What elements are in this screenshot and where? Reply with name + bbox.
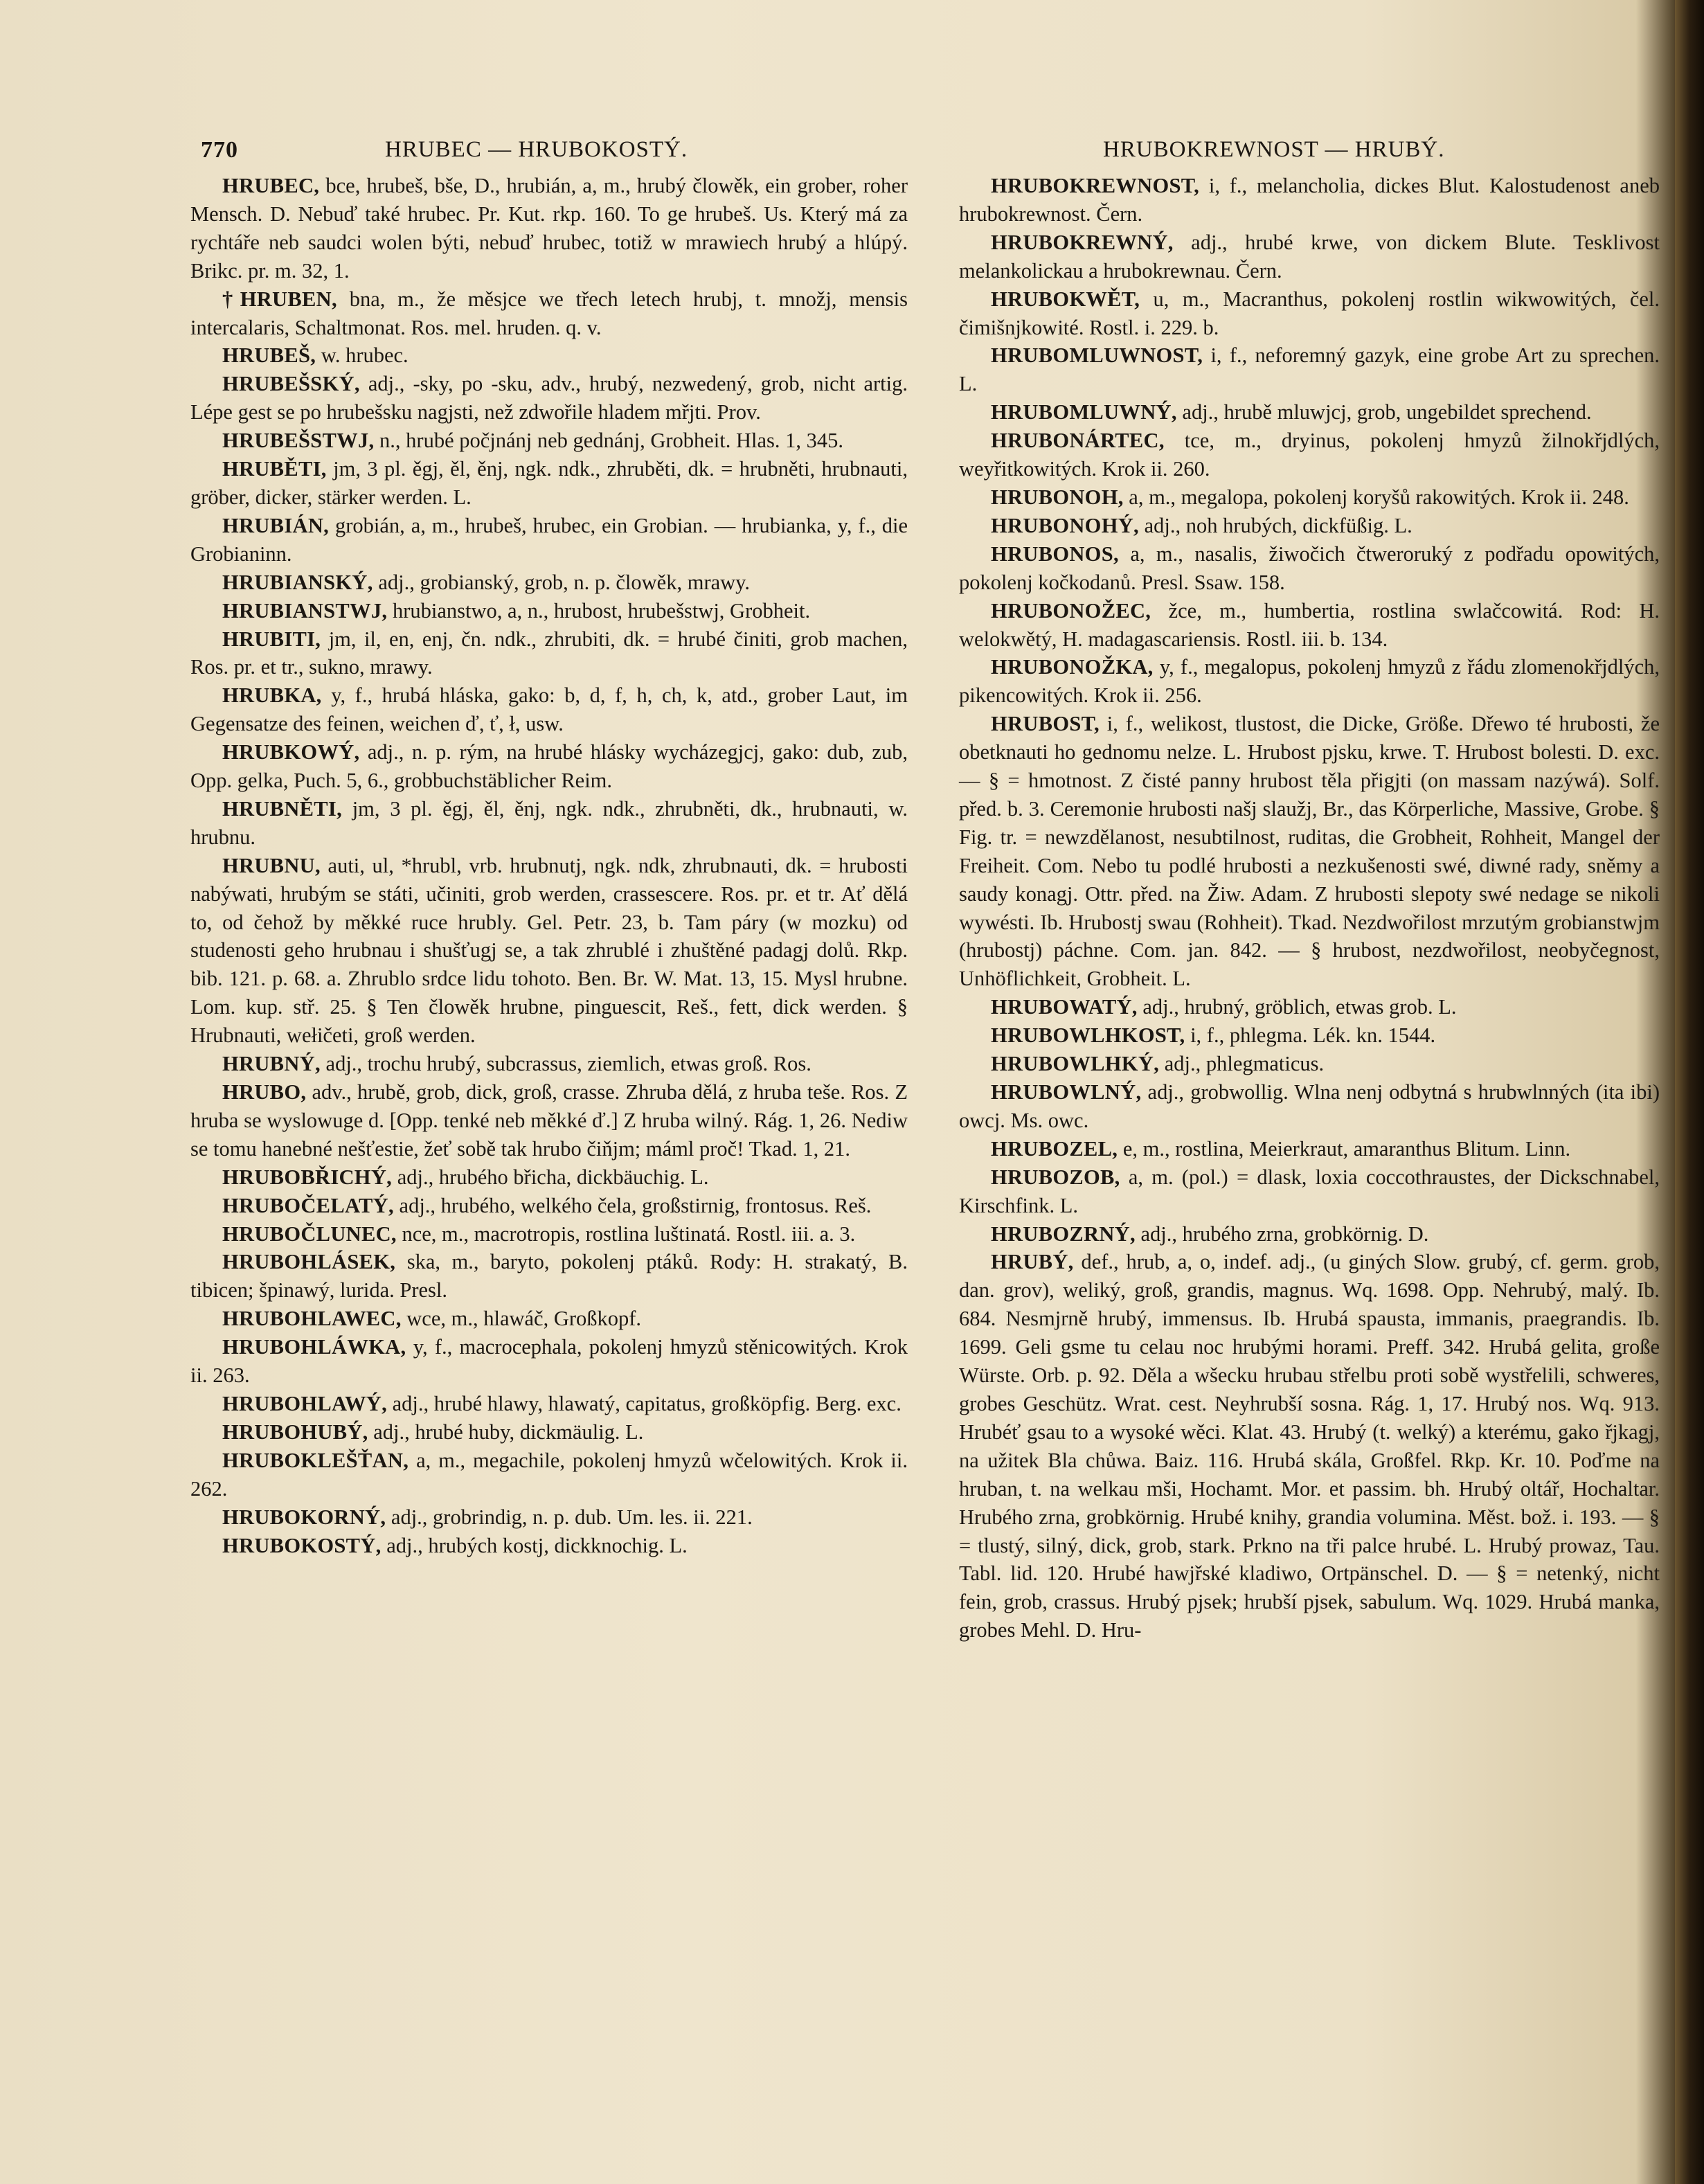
entry-text: adj., hrubých kostj, dickknochig. L. [386, 1533, 688, 1557]
entry-text: adj., n. p. rým, na hrubé hlásky wycházegjcj, gako: dub, zub, Opp. gelka, Puch. 5, 6., grobbuchstäblicher Reim. [190, 740, 908, 793]
headword: HRUBOWATÝ, [991, 995, 1138, 1019]
entry-hrubobrichy [190, 1163, 908, 1192]
headword: HRUBOKREWNOST, [991, 174, 1200, 197]
entry-text: adj., hrubé huby, dickmäulig. L. [373, 1420, 644, 1444]
entry-hrubokosty [190, 1532, 908, 1560]
entry-text: jm, 3 pl. ěgj, ěl, ěnj, ngk. ndk., zhruběti, dk. = hrubněti, hrubnauti, gröber, dicker, stärker werden. L. [190, 457, 908, 509]
entry-hrubessky [190, 370, 908, 427]
entry-hrubowlhkost [959, 1021, 1660, 1050]
entry-text: hrubianstwo, a, n., hrubost, hrubešstwj, Grobheit. [392, 598, 811, 623]
headword: HRUBOHLAWEC, [222, 1307, 402, 1331]
entry-text: i, f., welikost, tlustost, die Dicke, Größe. Dřewo té hrubosti, že obetknauti ho gednomu nelze. L. Hrubost pjsku, krwe. T. Hrubost bolesti. D. exc. — § = hmotnost. Z čisté panny hrubost těla přigjti (on massam nazýwá). Solf. před. b. 3. Ceremonie hrubosti našj slaužj, Br., das Körperliche, Massive, Grobe. § Fig. tr. = newzdělanost, nesubtilnost, ruditas, die Grobheit, Rohheit, Mangel der Freiheit. Com. Nebo tu podlé hrubosti a nezkušenosti swé, diwné rady, sněmy a saudy konagj. Ottr. před. na Žiw. Adam. Z hrubosti slepoty swé nedage se nikoli wywésti. Ib. Hrubostj swau (Rohheit). Tkad. Nezdwořilost mrzutým grobianstwjm (hrubostj) páchne. Com. jan. 842. — § hrubost, nezdwořilost, neobyčegnost, Unhöflichkeit, Grobheit. L. [959, 712, 1660, 991]
headword: HRUBEŠSTWJ, [222, 429, 375, 453]
entry-text: bce, hrubeš, bše, D., hrubián, a, m., hrubý člowěk, ein grober, roher Mensch. D. Nebuď také hrubec. Pr. Kut. rkp. 160. To ge hrubeš. Us. Který má za rychtáře neb saudci wolen býti, nebuď hrubec, totiž w mrawiech hrubý a hlúpý. Brikc. pr. m. 32, 1. [190, 174, 908, 283]
headword: HRUBOWLHKÝ, [991, 1052, 1160, 1076]
entry-text: n., hrubé počjnánj neb gednánj, Grobheit. Hlas. 1, 345. [379, 429, 844, 453]
headword: †HRUBEN, [222, 287, 337, 311]
entry-text: y, f., macrocephala, pokolenj hmyzů stěnicowitých. Krok ii. 263. [190, 1335, 908, 1388]
headword: HRUBONOS, [991, 541, 1119, 566]
entry-text: i, f., neforemný gazyk, eine grobe Art zu sprechen. L. [959, 343, 1660, 396]
headword: HRUBIANSTWJ, [222, 598, 388, 623]
entry-hrubonos [959, 540, 1660, 597]
entry-text: w. hrubec. [321, 343, 409, 368]
entry-hrubonohy [959, 512, 1660, 540]
entry-hrubozob [959, 1163, 1660, 1220]
headword: HRUBĚTI, [222, 457, 327, 481]
headword: HRUBOKWĚT, [991, 287, 1140, 311]
entry-text: adj., grobrindig, n. p. dub. Um. les. ii. 221. [391, 1505, 753, 1529]
headword: HRUBEŠ, [222, 343, 316, 368]
headword: HRUBOZEL, [991, 1136, 1118, 1161]
headword: HRUBOHLAWÝ, [222, 1391, 388, 1415]
entry-text: adj., -sky, po -sku, adv., hrubý, nezwedený, grob, nicht artig. Lépe gest se po hrubešsku nagjsti, než zdwořile hladem mřjti. Prov. [190, 372, 908, 424]
headword: HRUBITI, [222, 627, 321, 651]
entry-text: y, f., megalopus, pokolenj hmyzů z řádu zlomenokřjdlých, pikencowitých. Krok ii. 256. [959, 655, 1660, 708]
entry-hrubowlhky [959, 1050, 1660, 1078]
entry-hrubonoh [959, 483, 1660, 512]
entry-hrubiti [190, 625, 908, 682]
headword: HRUBONÁRTEC, [991, 429, 1165, 453]
headword: HRUBOHLÁSEK, [222, 1250, 396, 1274]
headword: HRUBOČLUNEC, [222, 1221, 397, 1246]
entry-text: wce, m., hlawáč, Großkopf. [406, 1307, 642, 1331]
entry-text: i, f., phlegma. Lék. kn. 1544. [1190, 1023, 1436, 1048]
headword: HRUBONOŽEC, [991, 598, 1151, 623]
entry-text: e, m., rostlina, Meierkraut, amaranthus Blitum. Linn. [1122, 1136, 1571, 1161]
headword: HRUBOWLHKOST, [991, 1023, 1185, 1048]
headword: HRUBOKLEŠŤAN, [222, 1448, 409, 1472]
entry-hrubkowy [190, 738, 908, 795]
entry-text: adj., grobianský, grob, n. p. člowěk, mrawy. [378, 570, 751, 594]
entry-text: adj., hrubný, gröblich, etwas grob. L. [1142, 995, 1457, 1019]
entry-hrubocelaty [190, 1192, 908, 1220]
entry-hrubokorny [190, 1503, 908, 1532]
entry-hruboclunec [190, 1220, 908, 1248]
entry-hrubost [959, 710, 1660, 993]
entry-hrubec [190, 172, 908, 285]
entry-hrubny [190, 1050, 908, 1078]
entry-text: adj., hrubého zrna, grobkörnig. D. [1140, 1221, 1429, 1246]
headword: HRUBONOH, [991, 485, 1124, 509]
book-binding-edge [1675, 0, 1704, 2184]
entry-hrubonartec [959, 427, 1660, 483]
headword: HRUBOST, [991, 712, 1100, 736]
headword: HRUBKA, [222, 683, 322, 708]
running-head-right: HRUBOKREWNOST — HRUBÝ. [1103, 137, 1445, 162]
entry-text: adj., noh hrubých, dickfüßig. L. [1144, 513, 1412, 537]
headword: HRUBOBŘICHÝ, [222, 1165, 393, 1189]
entry-text: ska, m., baryto, pokolenj ptáků. Rody: H. strakatý, B. tibicen; špinawý, lurida. Presl. [190, 1250, 908, 1303]
entry-text: grobián, a, m., hrubeš, hrubec, ein Grobian. — hrubianka, y, f., die Grobianinn. [190, 513, 908, 566]
entry-text: a, m. (pol.) = dlask, loxia coccothraustes, der Dickschnabel, Kirschfink. L. [959, 1165, 1660, 1217]
entry-hrubowaty [959, 993, 1660, 1021]
entry-hrubonozec [959, 597, 1660, 654]
entry-text: adj., grobwollig. Wlna nenj odbytná s hrubwlnných (ita ibi) owcj. Ms. owc. [959, 1080, 1660, 1132]
entry-hrubokrewnost [959, 172, 1660, 229]
entry-hrubka [190, 681, 908, 738]
entry-hrubohlawy [190, 1390, 908, 1418]
headword: HRUBEŠSKÝ, [222, 372, 360, 396]
entry-hrubiansky [190, 569, 908, 597]
headword: HRUBNU, [222, 853, 321, 877]
entry-text: auti, ul, *hrubl, vrb. hrubnutj, ngk. ndk, zhrubnauti, dk. = hrubosti nabýwati, hrubým se státi, učiniti, grob werden, crassescere. Ros. pr. et tr. Ať dělá to, od čehož by měkké ruce hrubly. Gel. Petr. 23, b. Tam páry (w mozku) od studenosti geho hrubnau i shušťugj se, a tak zhrublé i zhuštěné padagj dolů. Rkp. bib. 121. p. 68. a. Zhrublo srdce lidu tohoto. Ben. Br. W. Mat. 13, 15. Mysl hrubne. Lom. kup. stř. 25. § Ten člowěk hrubne, pinguescit, Reš., fett, dick werden. § Hrubnauti, wełičeti, groß werden. [190, 853, 908, 1048]
entry-hrubo [190, 1078, 908, 1163]
entry-hruby [959, 1248, 1660, 1645]
entry-hrubokwet [959, 285, 1660, 342]
headword: HRUBÝ, [991, 1250, 1074, 1274]
headword: HRUBIANSKÝ, [222, 570, 373, 594]
entry-text: adj., hrubé krwe, von dickem Blute. Tesklivost melankolickau a hrubokrewnau. Čern. [959, 230, 1660, 283]
entry-text: adj., hrubé hlawy, hlawatý, capitatus, großköpfig. Berg. exc. [392, 1391, 902, 1415]
entry-text: a, m., nasalis, žiwočich čtweroruký z podřadu opowitých, pokolenj kočkodanů. Presl. Ssaw. 158. [959, 541, 1660, 594]
entry-hrubokrewny [959, 229, 1660, 285]
running-head-left: HRUBEC — HRUBOKOSTÝ. [385, 137, 688, 162]
entry-hrubesstwj [190, 427, 908, 455]
headword: HRUBEC, [222, 174, 320, 197]
headword: HRUBIÁN, [222, 513, 330, 537]
entry-hrubohlasek [190, 1248, 908, 1305]
entry-text: adj., hrubě mluwjcj, grob, ungebildet sprechend. [1182, 400, 1592, 424]
entry-text: adj., hrubého břicha, dickbäuchig. L. [397, 1165, 709, 1189]
headword: HRUBOKREWNÝ, [991, 230, 1174, 254]
entry-hrubozel [959, 1135, 1660, 1163]
headword: HRUBONOŽKA, [991, 655, 1154, 679]
entry-text: tce, m., dryinus, pokolenj hmyzů žilnokřjdlých, weyřitkowitých. Krok ii. 260. [959, 429, 1660, 481]
entry-hrubianstwj [190, 597, 908, 625]
headword: HRUBNÝ, [222, 1052, 321, 1076]
headword: HRUBOMLUWNOST, [991, 343, 1203, 368]
entry-hrubnu [190, 852, 908, 1050]
headword: HRUBOZRNÝ, [991, 1221, 1136, 1246]
headword: HRUBOMLUWNÝ, [991, 400, 1177, 424]
entry-hrubohlawec [190, 1305, 908, 1333]
entry-text: a, m., megachile, pokolenj hmyzů wčelowitých. Krok ii. 262. [190, 1448, 908, 1501]
entry-hrubowlny [959, 1078, 1660, 1135]
entry-text: žce, m., humbertia, rostlina swlačcowitá. Rod: H. welokwětý, H. madagascariensis. Rostl. iii. b. 134. [959, 598, 1660, 651]
entry-hrubomluwnost [959, 341, 1660, 398]
entry-hrubes [190, 341, 908, 370]
headword: HRUBOWLNÝ, [991, 1080, 1142, 1104]
entry-hrubokleštan [190, 1447, 908, 1503]
entry-hrubonozka [959, 653, 1660, 710]
entry-text: jm, il, en, enj, čn. ndk., zhrubiti, dk. = hrubé činiti, grob machen, Ros. pr. et tr., sukno, mrawy. [190, 627, 908, 679]
entry-text: def., hrub, a, o, indef. adj., (u giných Slow. grubý, cf. germ. grob, dan. grov), weliký, groß, grandis, magnus. Wq. 1698. Opp. Nehrubý, malý. Ib. 684. Nesmjrně hrubý, immensus. Ib. Hrubá spausta, immanis, praegrandis. Ib. 1699. Geli gsme tu celau noc hrubými horami. Preff. 342. Hrubá gelita, große Würste. Orb. p. 92. Děla a wšecku hrubau střelbu proti sobě wystřelili, schweres, grobes Geschütz. Wrat. cest. Neyhrubší sosna. Rág. 1, 17. Hrubý nos. Wq. 913. Hrubéť gsau to a wysoké wěci. Klat. 43. Hrubý (t. welký) a kterému, gako řjkagj, na užitek Bla chůwa. Baiz. 116. Hrubá skála, Großfel. Rkp. Kr. 10. Poďme na hruban, t. na welkau mši, Hochamt. Mor. et passim. bh. Hrubý oltář, Hochaltar. Hrubého zrna, grobkörnig. Hrubé knihy, grandia volumina. Měst. bož. i. 193. — § = tlustý, silný, dick, grob, stark. Prkno na tři palce hrubé. L. Hrubý prowaz, Tau. Tabl. lid. 120. Hrubé hawjřské kladiwo, Ortpänschel. D. — § = netenký, nicht fein, grob, crassus. Hrubý pjsek; hrubší pjsek, sabulum. Wq. 1029. Hrubá manka, grobes Mehl. D. Hru- [959, 1250, 1660, 1643]
entry-text: adj., phlegmaticus. [1164, 1052, 1325, 1076]
entry-hrubozrny [959, 1220, 1660, 1248]
headword: HRUBOHUBÝ, [222, 1420, 368, 1444]
headword: HRUBOKOSTÝ, [222, 1533, 382, 1557]
entry-hrubeti [190, 455, 908, 512]
page-header [201, 126, 1489, 168]
headword: HRUBOČELATÝ, [222, 1193, 394, 1217]
entry-text: adj., trochu hrubý, subcrassus, ziemlich, etwas groß. Ros. [325, 1052, 811, 1076]
entry-text: a, m., megalopa, pokolenj koryšů rakowitých. Krok ii. 248. [1129, 485, 1629, 509]
page-number: 770 [201, 137, 238, 163]
headword: HRUBKOWÝ, [222, 740, 360, 764]
headword: HRUBOHLÁWKA, [222, 1335, 406, 1359]
entry-hrubohlawka [190, 1333, 908, 1390]
entry-text: adj., hrubého, welkého čela, großstirnig, frontosus. Reš. [399, 1193, 872, 1217]
entry-text: bna, m., že měsjce we třech letech hrubj, t. množj, mensis intercalaris, Schaltmonat. Ros. mel. hruden. q. v. [190, 287, 908, 339]
entry-text: y, f., hrubá hláska, gako: b, d, f, h, ch, k, atd., grober Laut, im Gegensatze des feinen, weichen ď, ť, ł, usw. [190, 683, 908, 736]
entry-text: jm, 3 pl. ěgj, ěl, ěnj, ngk. ndk., zhrubněti, dk., hrubnauti, w. hrubnu. [190, 796, 908, 849]
headword: HRUBOZOB, [991, 1165, 1120, 1189]
headword: HRUBOKORNÝ, [222, 1505, 386, 1529]
headword: HRUBNĚTI, [222, 796, 343, 821]
entry-text: i, f., melancholia, dickes Blut. Kalostudenost aneb hrubokrewnost. Čern. [959, 174, 1660, 226]
entry-hruben [190, 285, 908, 342]
headword: HRUBO, [222, 1080, 307, 1104]
entry-text: u, m., Macranthus, pokolenj rostlin wikwowitých, čel. čimišnjkowité. Rostl. i. 229. b. [959, 287, 1660, 339]
left-column [190, 172, 908, 1559]
entry-text: adv., hrubě, grob, dick, groß, crasse. Zhruba dělá, z hruba teše. Ros. Z hruba se wyslowuge d. [Opp. tenké neb měkké ď.] Z hruba wilný. Rág. 1, 26. Nediw se tomu hanebné nešťestie, žeť sobě tak hrubo čiňjm; máml proč! Tkad. 1, 21. [190, 1080, 908, 1161]
entry-hrubomluwny [959, 398, 1660, 427]
entry-hrubohuby [190, 1418, 908, 1447]
right-column [959, 172, 1660, 1645]
entry-hrubian [190, 512, 908, 569]
entry-text: nce, m., macrotropis, rostlina luštinatá. Rostl. iii. a. 3. [402, 1221, 856, 1246]
entry-hrubneti [190, 795, 908, 852]
headword: HRUBONOHÝ, [991, 513, 1139, 537]
